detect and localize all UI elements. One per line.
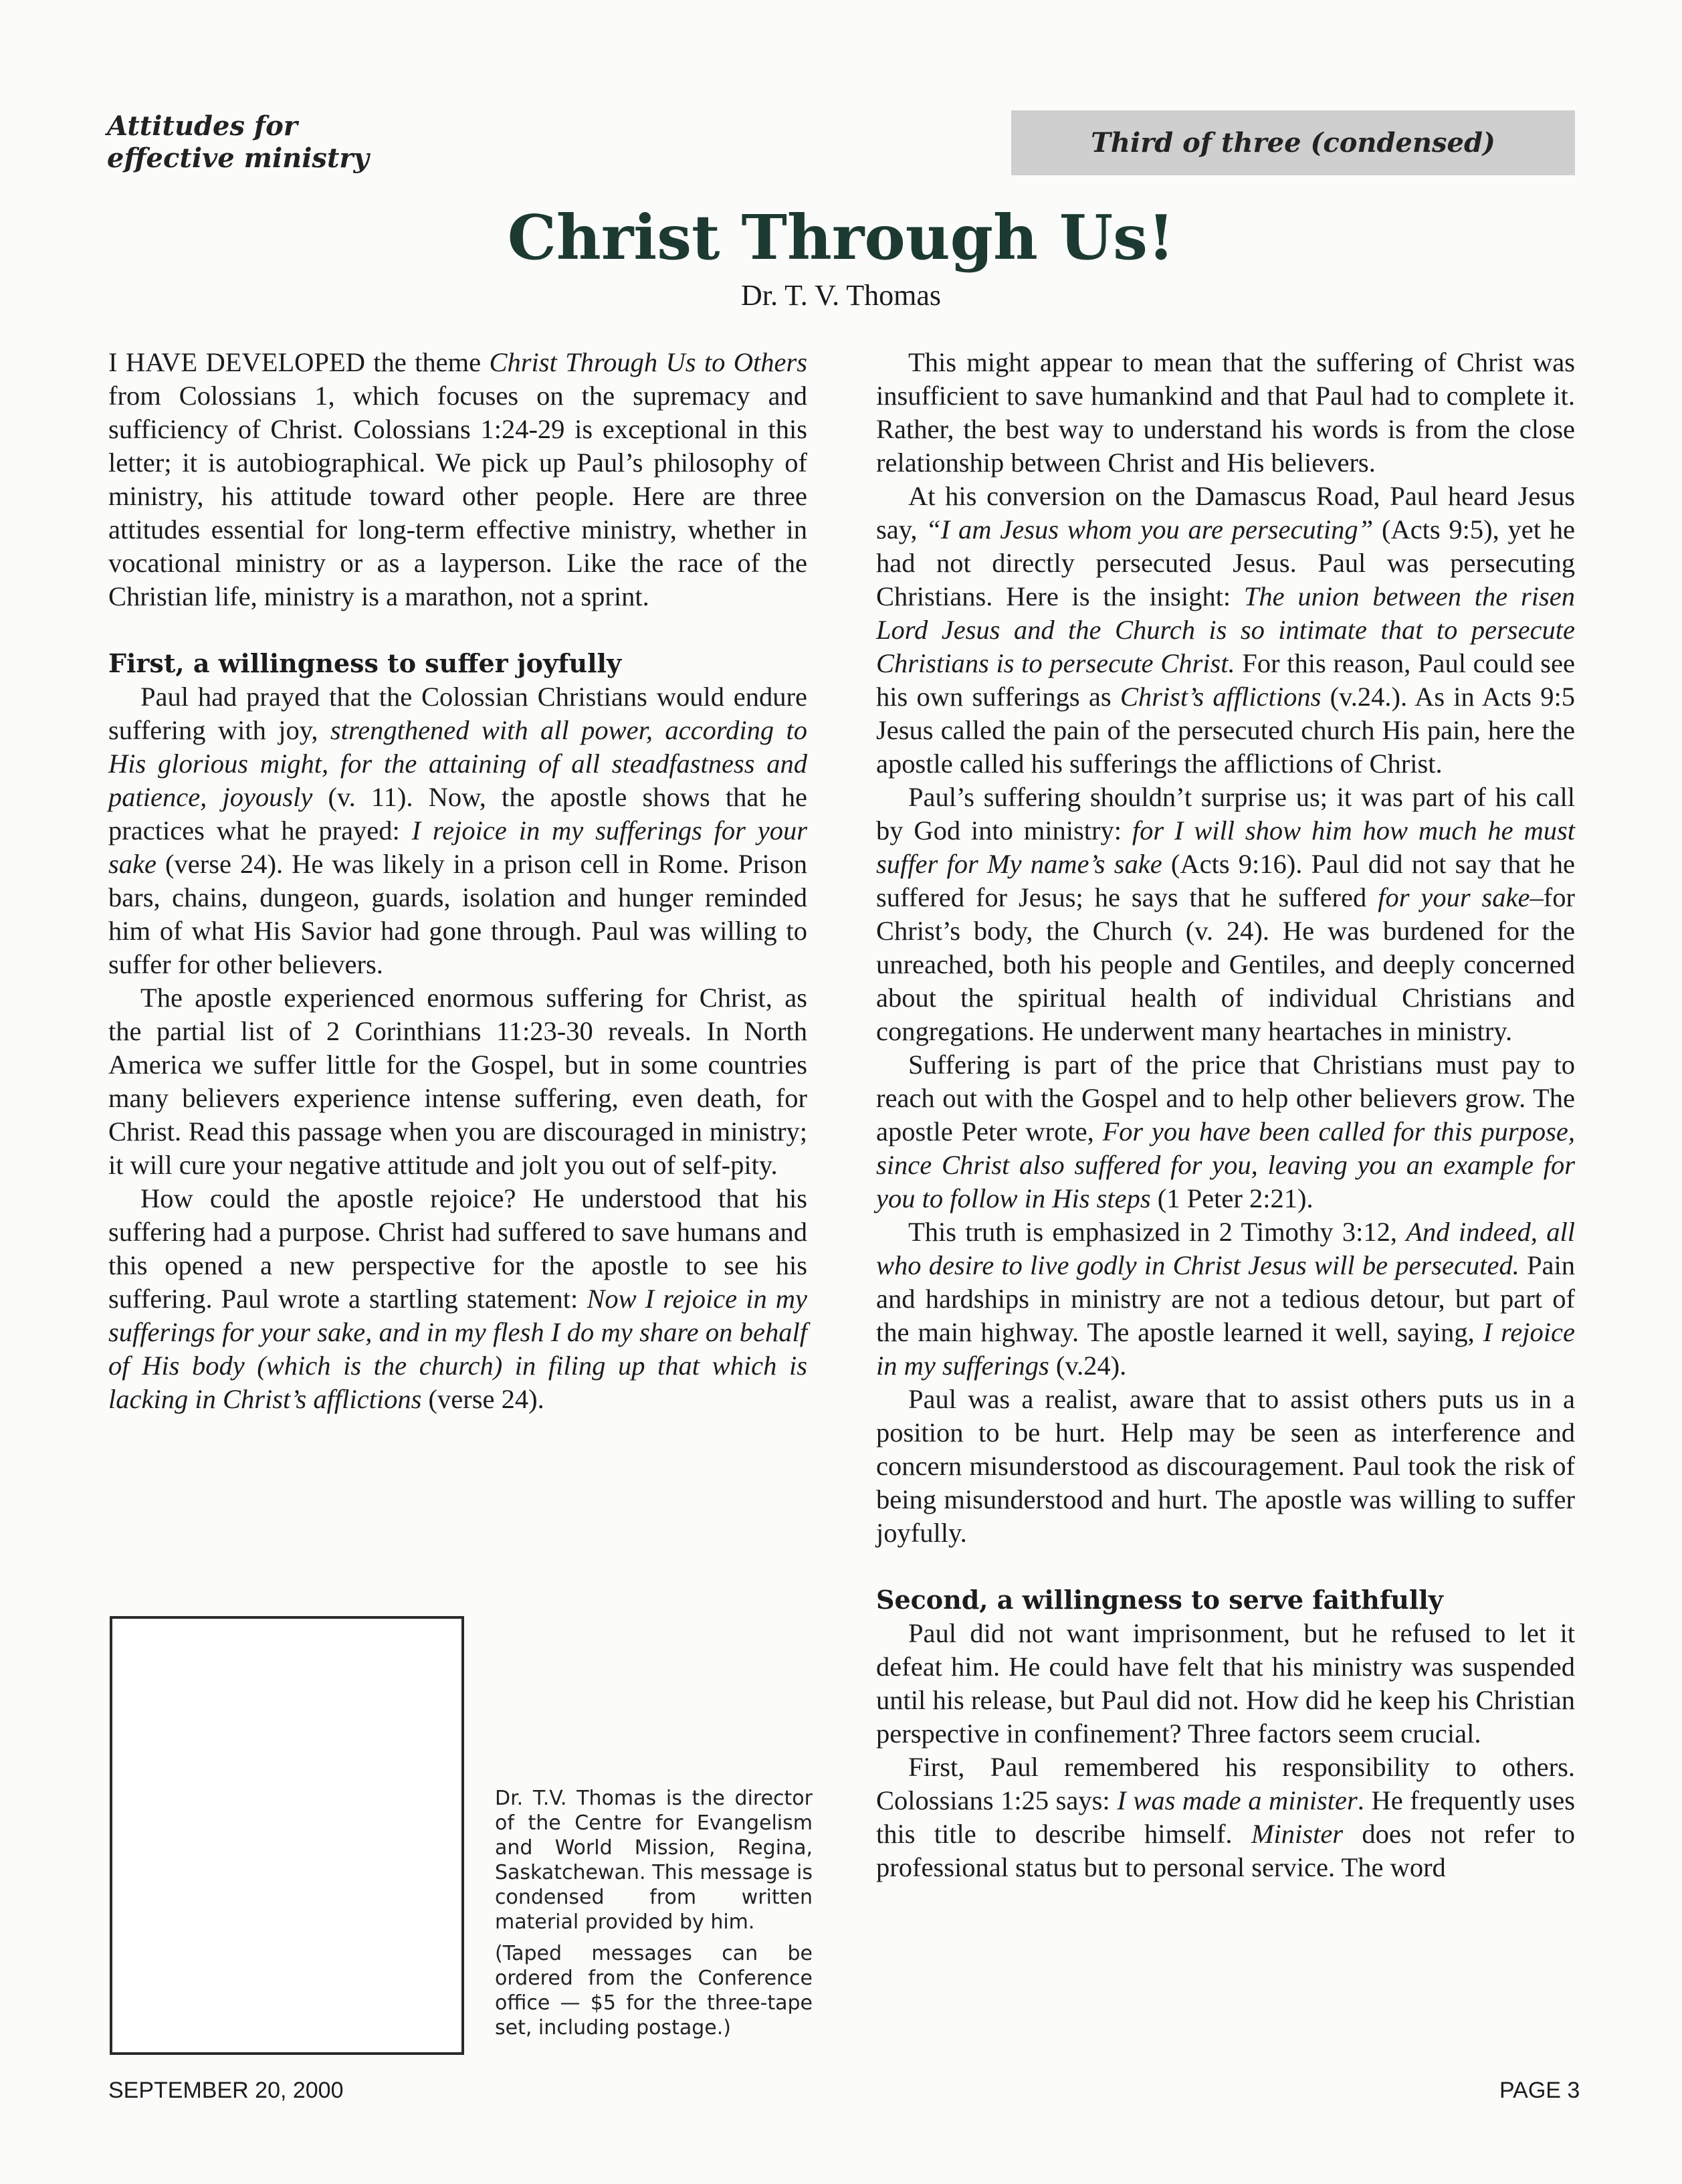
paragraph: I HAVE DEVELOPED the theme Christ Through Us to Others from Colossians 1, which focuses on the supremacy and sufficiency of Christ. Colossians 1:24-29 is exceptional in this letter; it is autobiographical. We pick up Paul’s philosophy of ministry, his attitude toward other people. Here are three attitudes essential for long-term effective ministry, whether in vocational ministry or as a layperson. Like the race of the Christian life, ministry is a marathon, not a sprint. xyxy=(108,347,807,611)
series-label-line2: effective ministry xyxy=(107,142,369,174)
article-author: Dr. T. V. Thomas xyxy=(740,279,942,312)
part-label: Third of three (condensed) xyxy=(1091,127,1495,159)
series-label-line1: Attitudes for xyxy=(107,110,298,142)
bio-tape-note: (Taped messages can be ordered from the Conference office — $5 for the three-tape set, including postage.) xyxy=(495,1942,813,2040)
paragraph: Paul’s suffering shouldn’t surprise us; it was part of his call by God into ministry: for I will show him how much he must suffer for My name’s sake (Acts 9:16). Paul did not say that he suffered for Jesus; he says that he suffered for your sake–for Christ’s body, the Church (v. 24). He was burdened for the unreached, both his people and Gentiles, and deeply concerned about the spiritual health of individual Christians and congregations. He underwent many heartaches in ministry. xyxy=(876,782,1575,1046)
right-column xyxy=(876,346,1575,1884)
page-number: PAGE 3 xyxy=(1499,2078,1580,2103)
paragraph: This truth is emphasized in 2 Timothy 3:12, And indeed, all who desire to live godly in Christ Jesus will be persecuted. Pain and hardships in ministry are not a tedious detour, but part of the main highway. The apostle learned it well, saying, I rejoice in my sufferings (v.24). xyxy=(876,1217,1575,1381)
paragraph: At his conversion on the Damascus Road, Paul heard Jesus say, “I am Jesus whom you are persecuting” (Acts 9:5), yet he had not directly persecuted Jesus. Paul was persecuting Christians. Here is the insight: The union between the risen Lord Jesus and the Church is so intimate that to persecute Christians is to persecute Christ. For this reason, Paul could see his own sufferings as Christ’s afflictions (v.24.). As in Acts 9:5 Jesus called the pain of the persecuted church His pain, here the apostle called his sufferings the afflictions of Christ. xyxy=(876,481,1576,779)
paragraph: First, Paul remembered his responsibility to others. Colossians 1:25 says: I was made a minister. He frequently uses this title to describe himself. Minister does not refer to professional status but to personal service. The word xyxy=(876,1752,1575,1882)
part-label-box xyxy=(1011,110,1575,175)
bio-text: Dr. T.V. Thomas is the director of the Centre for Evangelism and World Mission, Regina, Saskatchewan. This message is condensed from written material provided by him. xyxy=(495,1787,813,1934)
paragraph: Paul was a realist, aware that to assist others puts us in a position to be hurt. Help may be seen as interference and concern misunderstood as discouragement. Paul took the risk of being misunderstood and hurt. The apostle was willing to suffer joyfully. xyxy=(876,1384,1575,1548)
footer-date: SEPTEMBER 20, 2000 xyxy=(108,2078,344,2103)
paragraph: How could the apostle rejoice? He understood that his suffering had a purpose. Christ had suffered to save humans and this opened a new perspective for the apostle to see his suffering. Paul wrote a startling statement: Now I rejoice in my sufferings for your sake, and in my flesh I do my share on behalf of His body (which is the church) in filing up that which is lacking in Christ’s afflictions (verse 24). xyxy=(108,1183,807,1414)
article-title: Christ Through Us! xyxy=(507,201,1175,274)
section-heading-suffer: First, a willingness to suffer joyfully xyxy=(108,648,622,678)
paragraph: Paul had prayed that the Colossian Christians would endure suffering with joy, strengthened with all power, according to His glorious might, for the attaining of all steadfastness and patience, joyously (v. 11). Now, the apostle shows that he practices what he prayed: I rejoice in my sufferings for your sake (verse 24). He was likely in a prison cell in Rome. Prison bars, chains, dungeon, guards, isolation and hunger reminded him of what His Savior had gone through. Paul was willing to suffer for other believers. xyxy=(108,682,807,979)
series-label xyxy=(107,110,455,175)
author-bio xyxy=(495,1786,813,2047)
paragraph: Paul did not want imprisonment, but he refused to let it defeat him. He could have felt that his ministry was suspended until his release, but Paul did not. How did he keep his Christian perspective in confinement? Three factors seem crucial. xyxy=(876,1618,1575,1749)
section-heading-serve: Second, a willingness to serve faithfully xyxy=(876,1585,1443,1615)
paragraph: Suffering is part of the price that Christians must pay to reach out with the Gospel and to help other believers grow. The apostle Peter wrote, For you have been called for this purpose, since Christ also suffered for you, leaving you an example for you to follow in His steps (1 Peter 2:21). xyxy=(876,1050,1575,1213)
author-photo-placeholder xyxy=(110,1616,464,2055)
paragraph: The apostle experienced enormous suffering for Christ, as the partial list of 2 Corinthians 11:23-30 reveals. In North America we suffer little for the Gospel, but in some countries many believers experience intense suffering, even death, for Christ. Read this passage when you are discouraged in ministry; it will cure your negative attitude and jolt you out of self-pity. xyxy=(108,983,807,1180)
paragraph: This might appear to mean that the suffering of Christ was insufficient to save humankind and that Paul had to complete it. Rather, the best way to understand his words is from the close relationship between Christ and His believers. xyxy=(876,347,1575,478)
left-column xyxy=(108,346,807,1416)
